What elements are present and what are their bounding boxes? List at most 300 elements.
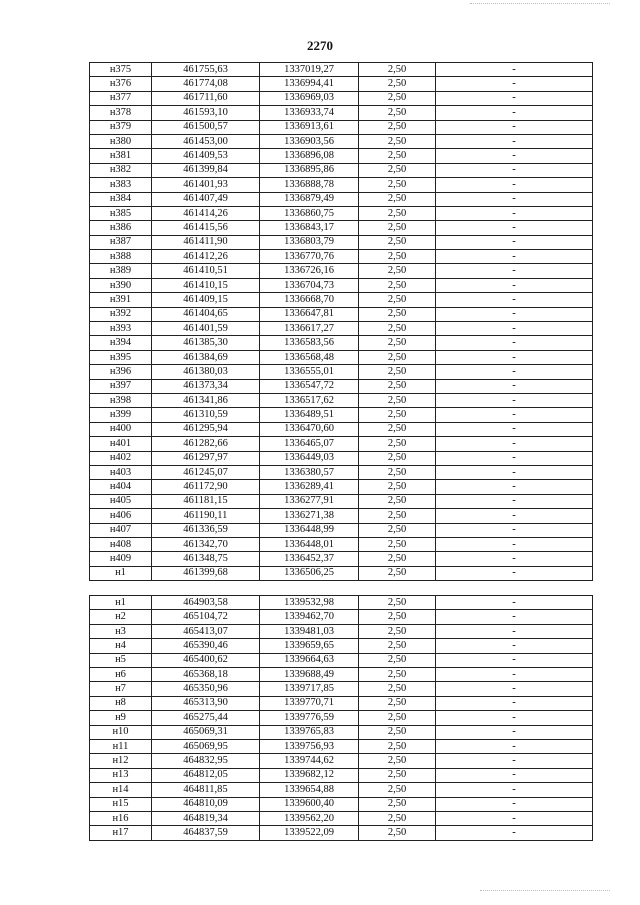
point-id-cell: н402: [90, 451, 152, 465]
note-cell: -: [436, 221, 593, 235]
note-cell: -: [436, 783, 593, 797]
point-id-cell: н379: [90, 120, 152, 134]
accuracy-cell: 2,50: [359, 350, 436, 364]
table-row: [90, 293, 593, 307]
x-coordinate-cell: 465069,31: [152, 725, 260, 739]
point-id-cell: н390: [90, 278, 152, 292]
point-id-cell: н400: [90, 422, 152, 436]
accuracy-cell: 2,50: [359, 624, 436, 638]
x-coordinate-cell: 461500,57: [152, 120, 260, 134]
note-cell: -: [436, 509, 593, 523]
x-coordinate-cell: 465413,07: [152, 624, 260, 638]
x-coordinate-cell: 464832,95: [152, 754, 260, 768]
note-cell: -: [436, 768, 593, 782]
note-cell: -: [436, 322, 593, 336]
note-cell: -: [436, 754, 593, 768]
accuracy-cell: 2,50: [359, 106, 436, 120]
x-coordinate-cell: 464811,85: [152, 783, 260, 797]
x-coordinate-cell: 465275,44: [152, 711, 260, 725]
table-row: [90, 682, 593, 696]
x-coordinate-cell: 465104,72: [152, 610, 260, 624]
y-coordinate-cell: 1336380,57: [260, 465, 359, 479]
y-coordinate-cell: 1339776,59: [260, 711, 359, 725]
y-coordinate-cell: 1336933,74: [260, 106, 359, 120]
accuracy-cell: 2,50: [359, 566, 436, 580]
table-row: [90, 783, 593, 797]
table-row: [90, 696, 593, 710]
point-id-cell: н6: [90, 668, 152, 682]
point-id-cell: н391: [90, 293, 152, 307]
y-coordinate-cell: 1336470,60: [260, 422, 359, 436]
table-row: [90, 437, 593, 451]
page-number: 2270: [307, 38, 333, 53]
accuracy-cell: 2,50: [359, 739, 436, 753]
point-id-cell: н378: [90, 106, 152, 120]
point-id-cell: н2: [90, 610, 152, 624]
accuracy-cell: 2,50: [359, 682, 436, 696]
x-coordinate-cell: 461409,53: [152, 149, 260, 163]
note-cell: -: [436, 437, 593, 451]
y-coordinate-cell: 1336448,01: [260, 537, 359, 551]
y-coordinate-cell: 1339688,49: [260, 668, 359, 682]
note-cell: -: [436, 408, 593, 422]
accuracy-cell: 2,50: [359, 437, 436, 451]
point-id-cell: н385: [90, 206, 152, 220]
x-coordinate-cell: 461384,69: [152, 350, 260, 364]
note-cell: -: [436, 596, 593, 610]
note-cell: -: [436, 178, 593, 192]
y-coordinate-cell: 1336547,72: [260, 379, 359, 393]
x-coordinate-cell: 461411,90: [152, 235, 260, 249]
table-row: [90, 63, 593, 77]
accuracy-cell: 2,50: [359, 552, 436, 566]
y-coordinate-cell: 1336860,75: [260, 206, 359, 220]
x-coordinate-cell: 461245,07: [152, 465, 260, 479]
y-coordinate-cell: 1336888,78: [260, 178, 359, 192]
y-coordinate-cell: 1336895,86: [260, 163, 359, 177]
accuracy-cell: 2,50: [359, 451, 436, 465]
y-coordinate-cell: 1336879,49: [260, 192, 359, 206]
x-coordinate-cell: 461401,59: [152, 322, 260, 336]
accuracy-cell: 2,50: [359, 91, 436, 105]
point-id-cell: н3: [90, 624, 152, 638]
separator-cell: [359, 581, 436, 596]
note-cell: -: [436, 465, 593, 479]
x-coordinate-cell: 461310,59: [152, 408, 260, 422]
table-row: [90, 393, 593, 407]
accuracy-cell: 2,50: [359, 754, 436, 768]
table-row: [90, 192, 593, 206]
table-row: [90, 149, 593, 163]
point-id-cell: н375: [90, 63, 152, 77]
y-coordinate-cell: 1336913,61: [260, 120, 359, 134]
y-coordinate-cell: 1339532,98: [260, 596, 359, 610]
x-coordinate-cell: 461412,26: [152, 250, 260, 264]
accuracy-cell: 2,50: [359, 278, 436, 292]
accuracy-cell: 2,50: [359, 307, 436, 321]
point-id-cell: н8: [90, 696, 152, 710]
point-id-cell: н13: [90, 768, 152, 782]
table-row: [90, 350, 593, 364]
x-coordinate-cell: 461181,15: [152, 494, 260, 508]
note-cell: -: [436, 365, 593, 379]
x-coordinate-cell: 461373,34: [152, 379, 260, 393]
note-cell: -: [436, 120, 593, 134]
table-row: [90, 653, 593, 667]
table-row: [90, 509, 593, 523]
y-coordinate-cell: 1336452,37: [260, 552, 359, 566]
x-coordinate-cell: 461336,59: [152, 523, 260, 537]
accuracy-cell: 2,50: [359, 797, 436, 811]
accuracy-cell: 2,50: [359, 523, 436, 537]
x-coordinate-cell: 461414,26: [152, 206, 260, 220]
accuracy-cell: 2,50: [359, 393, 436, 407]
x-coordinate-cell: 461593,10: [152, 106, 260, 120]
x-coordinate-cell: 461774,08: [152, 77, 260, 91]
table-row: [90, 754, 593, 768]
y-coordinate-cell: 1339654,88: [260, 783, 359, 797]
point-id-cell: н12: [90, 754, 152, 768]
y-coordinate-cell: 1336704,73: [260, 278, 359, 292]
note-cell: -: [436, 624, 593, 638]
x-coordinate-cell: 461342,70: [152, 537, 260, 551]
y-coordinate-cell: 1336555,01: [260, 365, 359, 379]
scan-edge-mark-bottom: [480, 890, 610, 891]
point-id-cell: н17: [90, 826, 152, 840]
table-row: [90, 178, 593, 192]
point-id-cell: н392: [90, 307, 152, 321]
x-coordinate-cell: 464812,05: [152, 768, 260, 782]
note-cell: -: [436, 163, 593, 177]
coordinates-table-body: [90, 63, 593, 841]
accuracy-cell: 2,50: [359, 192, 436, 206]
table-row: [90, 365, 593, 379]
x-coordinate-cell: 461385,30: [152, 336, 260, 350]
accuracy-cell: 2,50: [359, 494, 436, 508]
x-coordinate-cell: 461297,97: [152, 451, 260, 465]
x-coordinate-cell: 461453,00: [152, 134, 260, 148]
table-row: [90, 336, 593, 350]
x-coordinate-cell: 465069,95: [152, 739, 260, 753]
x-coordinate-cell: 465350,96: [152, 682, 260, 696]
x-coordinate-cell: 464903,58: [152, 596, 260, 610]
table-row: [90, 739, 593, 753]
table-row: [90, 264, 593, 278]
note-cell: -: [436, 278, 593, 292]
x-coordinate-cell: 461407,49: [152, 192, 260, 206]
point-id-cell: н386: [90, 221, 152, 235]
accuracy-cell: 2,50: [359, 480, 436, 494]
point-id-cell: н395: [90, 350, 152, 364]
accuracy-cell: 2,50: [359, 264, 436, 278]
note-cell: -: [436, 696, 593, 710]
note-cell: -: [436, 307, 593, 321]
note-cell: -: [436, 250, 593, 264]
table-row: [90, 451, 593, 465]
y-coordinate-cell: 1339600,40: [260, 797, 359, 811]
accuracy-cell: 2,50: [359, 783, 436, 797]
point-id-cell: н381: [90, 149, 152, 163]
separator-cell: [90, 581, 152, 596]
y-coordinate-cell: 1339756,93: [260, 739, 359, 753]
x-coordinate-cell: 461380,03: [152, 365, 260, 379]
y-coordinate-cell: 1336271,38: [260, 509, 359, 523]
point-id-cell: н380: [90, 134, 152, 148]
accuracy-cell: 2,50: [359, 639, 436, 653]
x-coordinate-cell: 461409,15: [152, 293, 260, 307]
y-coordinate-cell: 1339682,12: [260, 768, 359, 782]
table-row: [90, 552, 593, 566]
y-coordinate-cell: 1336617,27: [260, 322, 359, 336]
table-row: [90, 797, 593, 811]
y-coordinate-cell: 1336903,56: [260, 134, 359, 148]
note-cell: -: [436, 134, 593, 148]
point-id-cell: н384: [90, 192, 152, 206]
y-coordinate-cell: 1339481,03: [260, 624, 359, 638]
point-id-cell: н15: [90, 797, 152, 811]
point-id-cell: н377: [90, 91, 152, 105]
x-coordinate-cell: 461755,63: [152, 63, 260, 77]
y-coordinate-cell: 1336289,41: [260, 480, 359, 494]
accuracy-cell: 2,50: [359, 668, 436, 682]
table-row: [90, 278, 593, 292]
note-cell: -: [436, 480, 593, 494]
table-row: [90, 523, 593, 537]
table-row: [90, 221, 593, 235]
point-id-cell: н1: [90, 596, 152, 610]
accuracy-cell: 2,50: [359, 422, 436, 436]
note-cell: -: [436, 192, 593, 206]
note-cell: -: [436, 235, 593, 249]
point-id-cell: н382: [90, 163, 152, 177]
point-id-cell: н393: [90, 322, 152, 336]
y-coordinate-cell: 1339522,09: [260, 826, 359, 840]
point-id-cell: н11: [90, 739, 152, 753]
note-cell: -: [436, 106, 593, 120]
x-coordinate-cell: 461410,51: [152, 264, 260, 278]
y-coordinate-cell: 1339659,65: [260, 639, 359, 653]
y-coordinate-cell: 1336726,16: [260, 264, 359, 278]
point-id-cell: н405: [90, 494, 152, 508]
accuracy-cell: 2,50: [359, 596, 436, 610]
table-row: [90, 494, 593, 508]
accuracy-cell: 2,50: [359, 322, 436, 336]
accuracy-cell: 2,50: [359, 163, 436, 177]
point-id-cell: н1: [90, 566, 152, 580]
point-id-cell: н409: [90, 552, 152, 566]
point-id-cell: н4: [90, 639, 152, 653]
table-row: [90, 768, 593, 782]
table-row: [90, 120, 593, 134]
coordinates-table: [89, 62, 593, 841]
accuracy-cell: 2,50: [359, 336, 436, 350]
accuracy-cell: 2,50: [359, 610, 436, 624]
table-row: [90, 408, 593, 422]
y-coordinate-cell: 1336896,08: [260, 149, 359, 163]
note-cell: -: [436, 523, 593, 537]
y-coordinate-cell: 1336583,56: [260, 336, 359, 350]
x-coordinate-cell: 461282,66: [152, 437, 260, 451]
table-row: [90, 624, 593, 638]
table-row: [90, 480, 593, 494]
y-coordinate-cell: 1336668,70: [260, 293, 359, 307]
x-coordinate-cell: 461341,86: [152, 393, 260, 407]
y-coordinate-cell: 1336647,81: [260, 307, 359, 321]
accuracy-cell: 2,50: [359, 826, 436, 840]
point-id-cell: н404: [90, 480, 152, 494]
table-row: [90, 639, 593, 653]
x-coordinate-cell: 461404,65: [152, 307, 260, 321]
note-cell: -: [436, 537, 593, 551]
note-cell: -: [436, 494, 593, 508]
table-row: [90, 307, 593, 321]
accuracy-cell: 2,50: [359, 221, 436, 235]
table-row: [90, 91, 593, 105]
accuracy-cell: 2,50: [359, 206, 436, 220]
table-row: [90, 379, 593, 393]
accuracy-cell: 2,50: [359, 120, 436, 134]
x-coordinate-cell: 461415,56: [152, 221, 260, 235]
note-cell: -: [436, 264, 593, 278]
y-coordinate-cell: 1336465,07: [260, 437, 359, 451]
note-cell: -: [436, 797, 593, 811]
x-coordinate-cell: 464819,34: [152, 811, 260, 825]
note-cell: -: [436, 63, 593, 77]
table-row: [90, 826, 593, 840]
accuracy-cell: 2,50: [359, 408, 436, 422]
accuracy-cell: 2,50: [359, 711, 436, 725]
accuracy-cell: 2,50: [359, 379, 436, 393]
y-coordinate-cell: 1336969,03: [260, 91, 359, 105]
x-coordinate-cell: 465390,46: [152, 639, 260, 653]
accuracy-cell: 2,50: [359, 134, 436, 148]
table-row: [90, 566, 593, 580]
note-cell: -: [436, 811, 593, 825]
x-coordinate-cell: 465313,90: [152, 696, 260, 710]
y-coordinate-cell: 1336770,76: [260, 250, 359, 264]
y-coordinate-cell: 1337019,27: [260, 63, 359, 77]
separator-cell: [260, 581, 359, 596]
accuracy-cell: 2,50: [359, 235, 436, 249]
table-row: [90, 537, 593, 551]
point-id-cell: н10: [90, 725, 152, 739]
accuracy-cell: 2,50: [359, 768, 436, 782]
note-cell: -: [436, 91, 593, 105]
table-row: [90, 106, 593, 120]
x-coordinate-cell: 461190,11: [152, 509, 260, 523]
note-cell: -: [436, 336, 593, 350]
note-cell: -: [436, 422, 593, 436]
note-cell: -: [436, 682, 593, 696]
table-row: [90, 711, 593, 725]
point-id-cell: н388: [90, 250, 152, 264]
note-cell: -: [436, 149, 593, 163]
point-id-cell: н406: [90, 509, 152, 523]
accuracy-cell: 2,50: [359, 365, 436, 379]
table-row: [90, 235, 593, 249]
table-row: [90, 250, 593, 264]
note-cell: -: [436, 826, 593, 840]
point-id-cell: н7: [90, 682, 152, 696]
accuracy-cell: 2,50: [359, 77, 436, 91]
note-cell: -: [436, 711, 593, 725]
x-coordinate-cell: 461348,75: [152, 552, 260, 566]
y-coordinate-cell: 1336506,25: [260, 566, 359, 580]
accuracy-cell: 2,50: [359, 696, 436, 710]
accuracy-cell: 2,50: [359, 465, 436, 479]
note-cell: -: [436, 293, 593, 307]
y-coordinate-cell: 1336448,99: [260, 523, 359, 537]
point-id-cell: н398: [90, 393, 152, 407]
point-id-cell: н394: [90, 336, 152, 350]
separator-cell: [152, 581, 260, 596]
y-coordinate-cell: 1339770,71: [260, 696, 359, 710]
note-cell: -: [436, 552, 593, 566]
table-row: [90, 668, 593, 682]
separator-cell: [436, 581, 593, 596]
table-row: [90, 163, 593, 177]
note-cell: -: [436, 206, 593, 220]
y-coordinate-cell: 1339562,20: [260, 811, 359, 825]
point-id-cell: н399: [90, 408, 152, 422]
x-coordinate-cell: 461711,60: [152, 91, 260, 105]
note-cell: -: [436, 451, 593, 465]
x-coordinate-cell: 465400,62: [152, 653, 260, 667]
point-id-cell: н389: [90, 264, 152, 278]
note-cell: -: [436, 393, 593, 407]
y-coordinate-cell: 1336843,17: [260, 221, 359, 235]
y-coordinate-cell: 1336517,62: [260, 393, 359, 407]
table-row: [90, 465, 593, 479]
accuracy-cell: 2,50: [359, 178, 436, 192]
x-coordinate-cell: 464810,09: [152, 797, 260, 811]
table-row: [90, 134, 593, 148]
table-row: [90, 596, 593, 610]
accuracy-cell: 2,50: [359, 149, 436, 163]
accuracy-cell: 2,50: [359, 537, 436, 551]
accuracy-cell: 2,50: [359, 250, 436, 264]
y-coordinate-cell: 1336277,91: [260, 494, 359, 508]
point-id-cell: н403: [90, 465, 152, 479]
y-coordinate-cell: 1339744,62: [260, 754, 359, 768]
point-id-cell: н383: [90, 178, 152, 192]
point-id-cell: н387: [90, 235, 152, 249]
x-coordinate-cell: 464837,59: [152, 826, 260, 840]
accuracy-cell: 2,50: [359, 509, 436, 523]
y-coordinate-cell: 1336803,79: [260, 235, 359, 249]
x-coordinate-cell: 461399,68: [152, 566, 260, 580]
note-cell: -: [436, 739, 593, 753]
point-id-cell: н376: [90, 77, 152, 91]
note-cell: -: [436, 77, 593, 91]
note-cell: -: [436, 610, 593, 624]
note-cell: -: [436, 566, 593, 580]
y-coordinate-cell: 1339717,85: [260, 682, 359, 696]
y-coordinate-cell: 1339664,63: [260, 653, 359, 667]
x-coordinate-cell: 461410,15: [152, 278, 260, 292]
y-coordinate-cell: 1336994,41: [260, 77, 359, 91]
note-cell: -: [436, 379, 593, 393]
y-coordinate-cell: 1336489,51: [260, 408, 359, 422]
x-coordinate-cell: 461399,84: [152, 163, 260, 177]
point-id-cell: н16: [90, 811, 152, 825]
note-cell: -: [436, 653, 593, 667]
point-id-cell: н9: [90, 711, 152, 725]
x-coordinate-cell: 461295,94: [152, 422, 260, 436]
note-cell: -: [436, 639, 593, 653]
table-row: [90, 322, 593, 336]
table-row: [90, 206, 593, 220]
